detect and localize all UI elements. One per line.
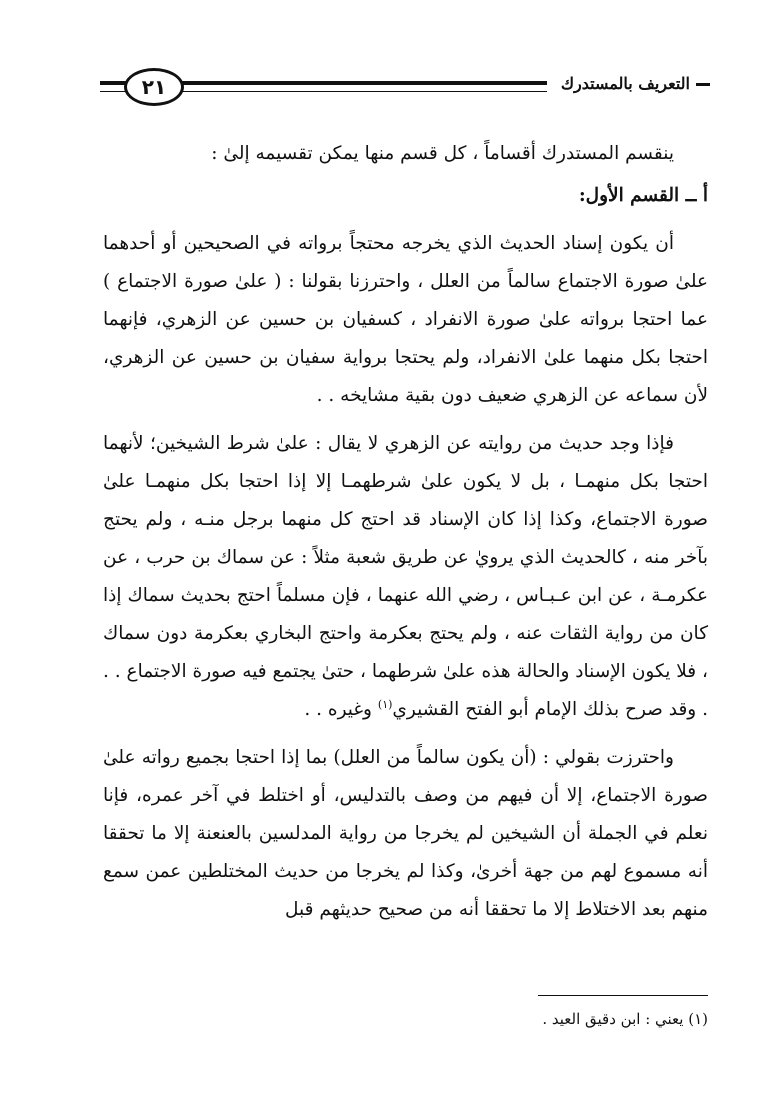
- paragraph-3: واحترزت بقولي : (أن يكون سالماً من العلل) بما إذا احتجا بجميع رواته علىٰ صورة الاجتماع، إلا أن فيهم من وصف بالتدليس، أو اختلط في آخر عمره، فإنا نعلم في الجملة أن الشيخين لم يخرجا من رواية المدلسين بالعنعنة إلا ما تحققا أنه مسموع لهم من جهة أخرىٰ، وكذا لم يخرجا من حديث المختلطين عمن سمع منهم بعد الاختلاط إلا ما تحققا أنه من صحيح حديثهم قبل: [103, 747, 708, 920]
- paragraph-1: أن يكون إسناد الحديث الذي يخرجه محتجاً برواته في الصحيحين أو أحدهما علىٰ صورة الاجتماع سالماً من العلل ، واحترزنا بقولنا : ( علىٰ صورة الاجتماع ) عما احتجا برواته علىٰ صورة الانفراد ، كسفيان بن حسين عن الزهري، فإنهما احتجا بكل منهما علىٰ الانفراد، ولم يحتجا برواية سفيان بن حسين عن الزهري، لأن سماعه عن الزهري ضعيف دون بقية مشايخه . .: [103, 233, 708, 406]
- paragraph-2: [103, 425, 708, 729]
- title-dash-ornament: [696, 83, 710, 86]
- paragraph-2-text: فإذا وجد حديث من روايته عن الزهري لا يقال : علىٰ شرط الشيخين؛ لأنهما احتجا بكل منهمـا ، بل لا يكون علىٰ شرطهمـا إلا إذا احتجا بكل منهمـا علىٰ صورة الاجتماع، وكذا إذا كان الإسناد قد احتج كل منهما برجل منـه ، ولم يحتج بآخر منه ، كالحديث الذي يرويٰ عن طريق شعبة مثلاً : عن سماك بن حرب ، عن عكرمـة ، عن ابن عـبـاس ، رضي الله عنهما ، فإن مسلماً احتج بحديث سماك إذا كان من رواية الثقات عنه ، ولم يحتج بعكرمة واحتج البخاري بعكرمة دون سماك ، فلا يكون الإسناد والحالة هذه علىٰ شرطهما ، حتىٰ يجتمع فيه صورة الاجتماع . . . وقد صرح بذلك الإمام أبو الفتح القشيري: [103, 433, 708, 720]
- page-number: [124, 68, 184, 106]
- footnote-separator: [538, 995, 708, 996]
- running-title-text: التعريف بالمستدرك: [560, 74, 690, 93]
- intro-paragraph: ينقسم المستدرك أقساماً ، كل قسم منها يمكن تقسيمه إلىٰ :: [211, 143, 674, 164]
- footnote: (١) يعني : ابن دقيق العيد .: [542, 1010, 708, 1028]
- footnote-reference[interactable]: (١): [377, 697, 393, 711]
- paragraph-2-tail: وغيره . .: [304, 699, 372, 720]
- page-header: [100, 62, 716, 110]
- page-body: [103, 135, 708, 929]
- running-title: [547, 69, 716, 99]
- section-heading: أ ــ القسم الأول:: [578, 185, 708, 206]
- page-number-text: ٢١: [141, 75, 167, 99]
